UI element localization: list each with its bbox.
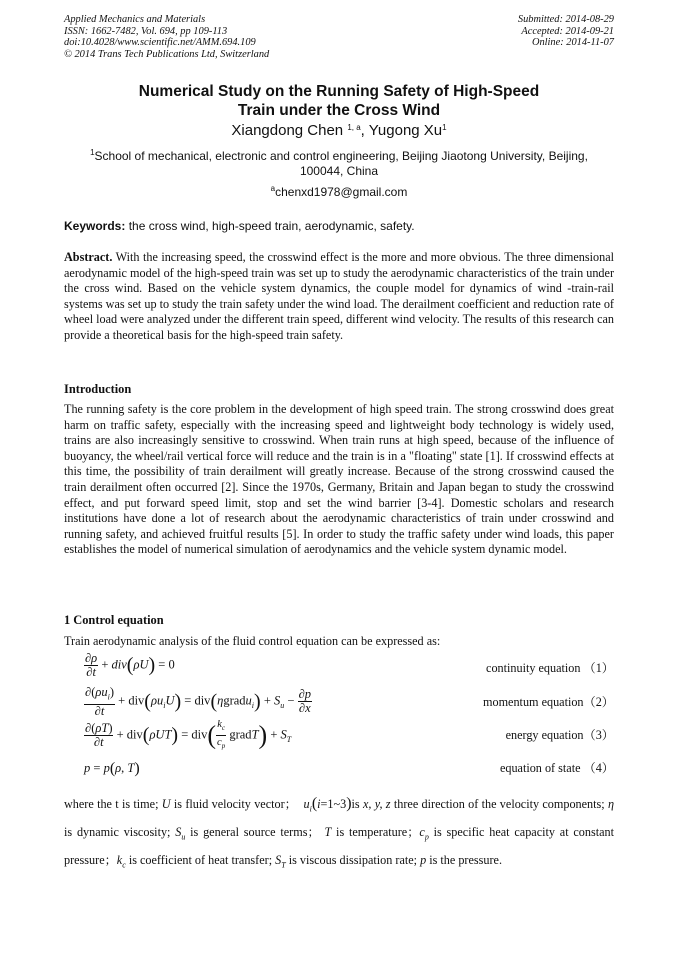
copyright-line: © 2014 Trans Tech Publications Ltd, Switzerland — [64, 48, 270, 60]
issn-line: ISSN: 1662-7482, Vol. 694, pp 109-113 — [64, 25, 228, 37]
equation-continuity: $\frac{\partial\rho}{\partial t}$ + div(ρU) = 0 — [85, 651, 175, 679]
equation-energy: $\frac{\partial(\rho T)}{\partial t}$ + div(ρUT) = div( $\frac{k_c}{c_p}$ gradT) + $S_T$ — [85, 719, 292, 751]
affiliation: $^1$School of mechanical, electronic and control engineering, Beijing Jiaotong University, Beijing, 100044, China — [90, 148, 588, 178]
equation-momentum: $\frac{\partial(\rho u_i)}{\partial t}$ + $div(\rho u_iU)$ = div(ηgradu$_i$) + $S_u$ − $\frac{\partial p}{\partial x}$ — [85, 685, 311, 718]
abstract — [64, 250, 614, 344]
equation-state: p = p(ρ, T) — [84, 760, 140, 777]
introduction-text: The running safety is the core problem in the development of high speed train. The strong crosswind does great harm on traffic safety, especially with the increasing speed and lightweight body technology is widely used, trains are also increasingly sensitive to crosswind. When train runs at high speed, because of the influence of buoyancy, the wheel/rail vertical force will reduce and the train is in a "floating" state [1]. If crosswind effects at this time, the possibility of train derailment will greatly increase. Because of the strong crosswind caused the train derailment often occurred [2]. Since the 1970s, Germany, Britain and Japan began to study the crosswind effect, and put forward speed limit, stop and set the wind barrier [3-4]. Domestic scholars and research institutions have done a lot of research about the aerodynamic characteristics of train under crosswind and running safety, and achieved fruitful results [5]. In order to study the traffic safety under wind loads, this paper establishes the model of numerical simulation of aerodynamics and the vehicle system dynamic model. — [64, 402, 614, 557]
author-2-affil: 1 — [442, 123, 447, 132]
symbol-definitions: where the t is time; U is fluid velocity vector； $u_i(i=1\sim 3)is$ x, y, z three direction of the velocity components; η is dynamic viscosity; $S_u$ is general source terms； T is temperature；$c_p$ is specific heat capacity at constant pressure；$k_c$ is coefficient of heat transfer; $S_T$ is viscous dissipation rate; p is the pressure. — [64, 795, 615, 870]
keywords-text: the cross wind, high-speed train, aerodynamic, safety. — [125, 219, 415, 233]
equation-1-label: continuity equation （1） — [486, 661, 614, 675]
submission-dates — [518, 14, 614, 49]
author-1-affil: 1, a — [347, 123, 361, 132]
section-1-heading: 1 Control equation — [64, 613, 164, 627]
introduction-heading: Introduction — [64, 382, 132, 396]
keywords-label: Keywords: — [64, 219, 126, 233]
author-1: Xiangdong Chen — [231, 122, 344, 139]
journal-info — [64, 14, 269, 60]
abstract-text: With the increasing speed, the crosswind effect is the more and more obvious. The three dimensional aerodynamic model of the high-speed train was set up to study the aerodynamic characteristics of the train under the cross wind. Based on the vehicle system dynamics, the couple model for dynamics of wind -train-rail systems was set up to study the train safety under the wind load. The derailment coefficient and reduction rate of wheel load were analyzed under the different train speed, different wind velocity. The results of this research can provide a theoretical basis for the high-speed train safety. — [64, 250, 614, 342]
submitted-date: Submitted: 2014-08-29 — [517, 14, 614, 25]
journal-name: Applied Mechanics and Materials — [64, 14, 206, 25]
paper-title: Numerical Study on the Running Safety of High-Speed Train under the Cross Wind — [138, 83, 540, 119]
abstract-label: Abstract. — [64, 250, 113, 264]
equation-4-label: equation of state （4） — [499, 761, 614, 775]
section-1-intro: Train aerodynamic analysis of the fluid control equation can be expressed as: — [64, 634, 441, 648]
accepted-date: Accepted: 2014-09-21 — [521, 25, 614, 37]
email[interactable]: $^a$chenxd1978@gmail.com — [270, 184, 408, 199]
author-list: Xiangdong Chen $^{1, a}$, Yugong Xu$^1$ — [231, 122, 447, 139]
equation-3-label: energy equation（3） — [505, 728, 614, 742]
doi-line: doi:10.4028/www.scientific.net/AMM.694.109 — [64, 37, 256, 49]
keywords — [64, 219, 614, 233]
equation-2-label: momentum equation（2） — [483, 695, 614, 709]
author-2: Yugong Xu — [368, 122, 443, 139]
online-date: Online: 2014-11-07 — [531, 37, 614, 49]
